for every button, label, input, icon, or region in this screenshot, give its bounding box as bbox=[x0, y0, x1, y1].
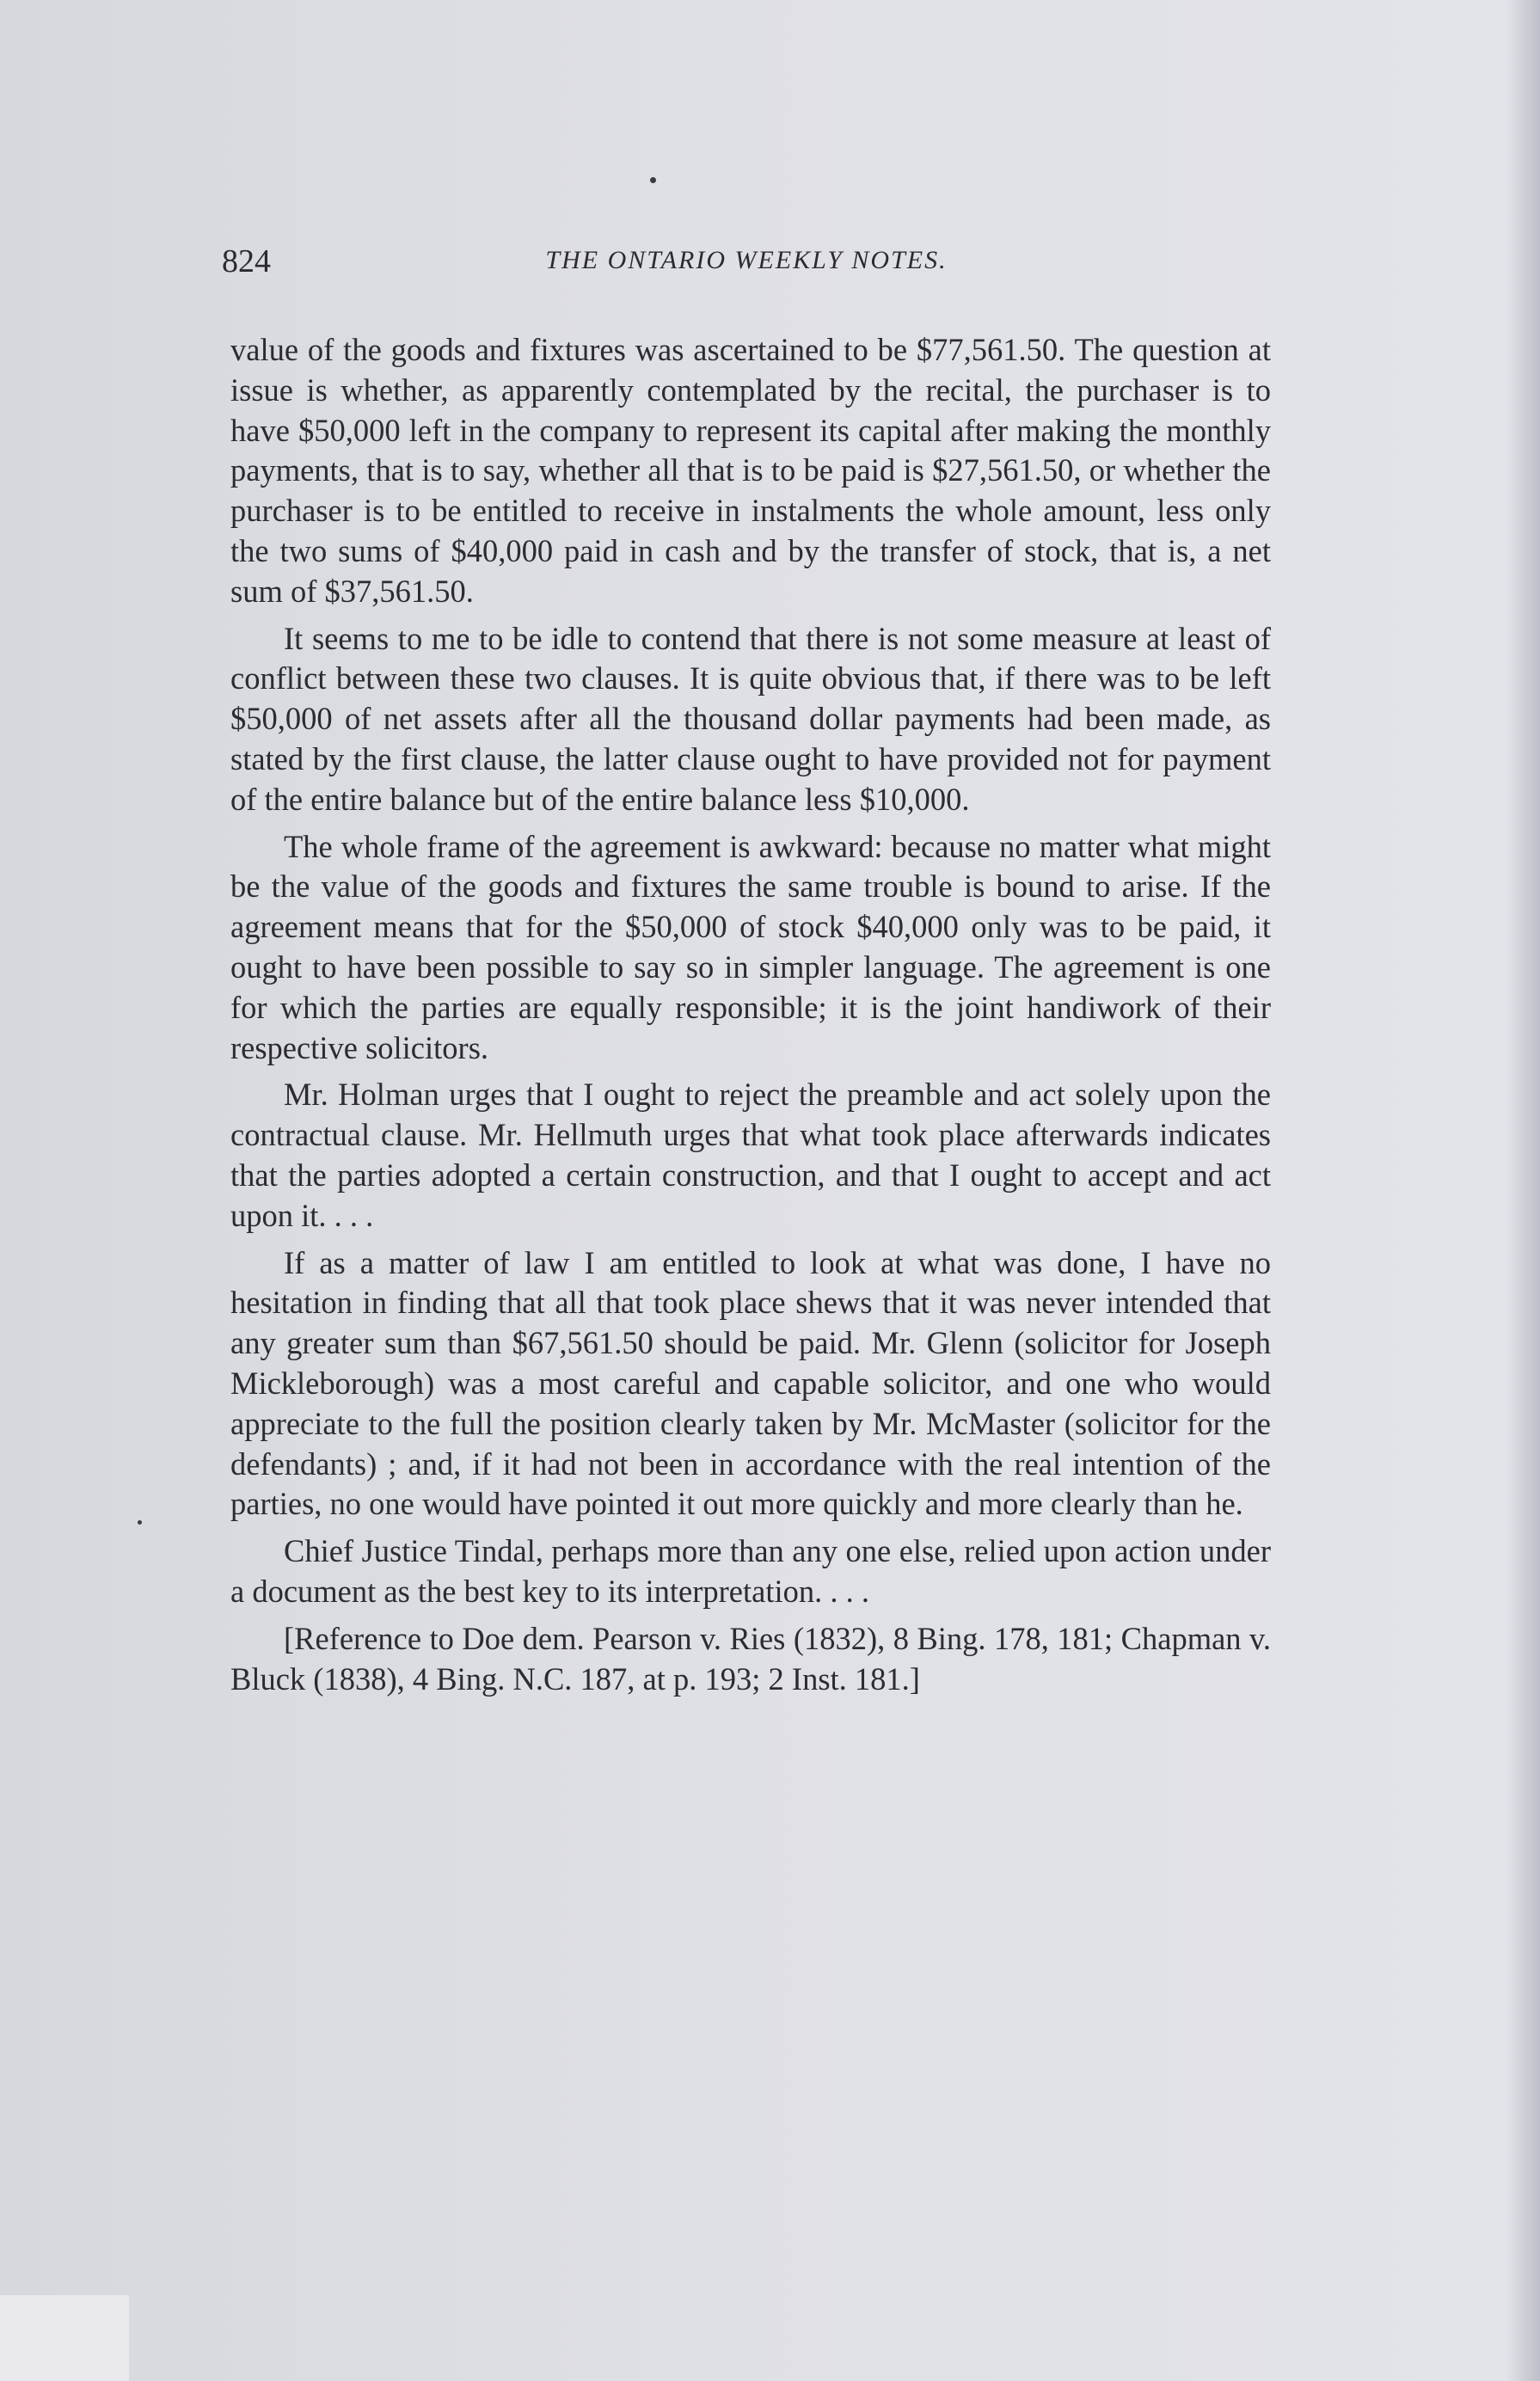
paragraph-3: The whole frame of the agreement is awkward: because no matter what might be the value of the goods and fixtures the same trouble is bound to arise. If the agreement means that for the $50,000 of stock $40,000 only was to be paid, it ought to have been possible to say so in simpler language. The agreement is one for which the parties are equally responsible; it is the joint handiwork of their respective solicitors. bbox=[230, 828, 1271, 1065]
page-header bbox=[222, 242, 1271, 294]
ink-dot-top bbox=[650, 177, 656, 183]
body-text bbox=[230, 330, 1271, 1706]
running-head: THE ONTARIO WEEKLY NOTES. bbox=[545, 246, 948, 274]
paragraph-5: If as a matter of law I am entitled to look at what was done, I have no hesitation in finding that all that took place shews that it was never intended that any greater sum than $67,561.50 should be paid. Mr. Glenn (solicitor for Joseph Mickleborough) was a most careful and capable solicitor, and one who would appreciate to the full the position clearly taken by Mr. McMaster (solicitor for the defendants) ; and, if it had not been in accordance with the real intention of the parties, no one would have pointed it out more quickly and more clearly than he. bbox=[230, 1244, 1271, 1522]
paragraph-1: value of the goods and fixtures was ascertained to be $77,561.50. The question at issue is whether, as apparently contemplated by the recital, the purchaser is to have $50,000 left in the company to represent its capital after making the monthly payments, that is to say, whether all that is to be paid is $27,561.50, or whether the purchaser is to be entitled to receive in instalments the whole amount, less only the two sums of $40,000 paid in cash and by the transfer of stock, that is, a net sum of $37,561.50. bbox=[230, 332, 1271, 609]
corner-patch bbox=[0, 2295, 129, 2381]
page-number: 824 bbox=[222, 243, 271, 279]
ink-dot-margin bbox=[138, 1520, 142, 1525]
paragraph-4: Mr. Holman urges that I ought to reject the preamble and act solely upon the contractual clause. Mr. Hellmuth urges that what took place afterwards indicates that the parties adopted a certain construction, and that I ought to accept and act upon it. . . . bbox=[230, 1077, 1271, 1233]
paragraph-7: [Reference to Doe dem. Pearson v. Ries (1832), 8 Bing. 178, 181; Chapman v. Bluck (1838), 4 Bing. N.C. 187, at p. 193; 2 Inst. 181.] bbox=[230, 1620, 1271, 1697]
paragraph-2: It seems to me to be idle to contend that there is not some measure at least of conflict between these two clauses. It is quite obvious that, if there was to be left $50,000 of net assets after all the thousand dollar payments had been made, as stated by the first clause, the latter clause ought to have provided not for payment of the entire balance but of the entire balance less $10,000. bbox=[230, 620, 1271, 817]
paragraph-6: Chief Justice Tindal, perhaps more than any one else, relied upon action under a document as the best key to its interpretation. . . . bbox=[230, 1533, 1271, 1609]
